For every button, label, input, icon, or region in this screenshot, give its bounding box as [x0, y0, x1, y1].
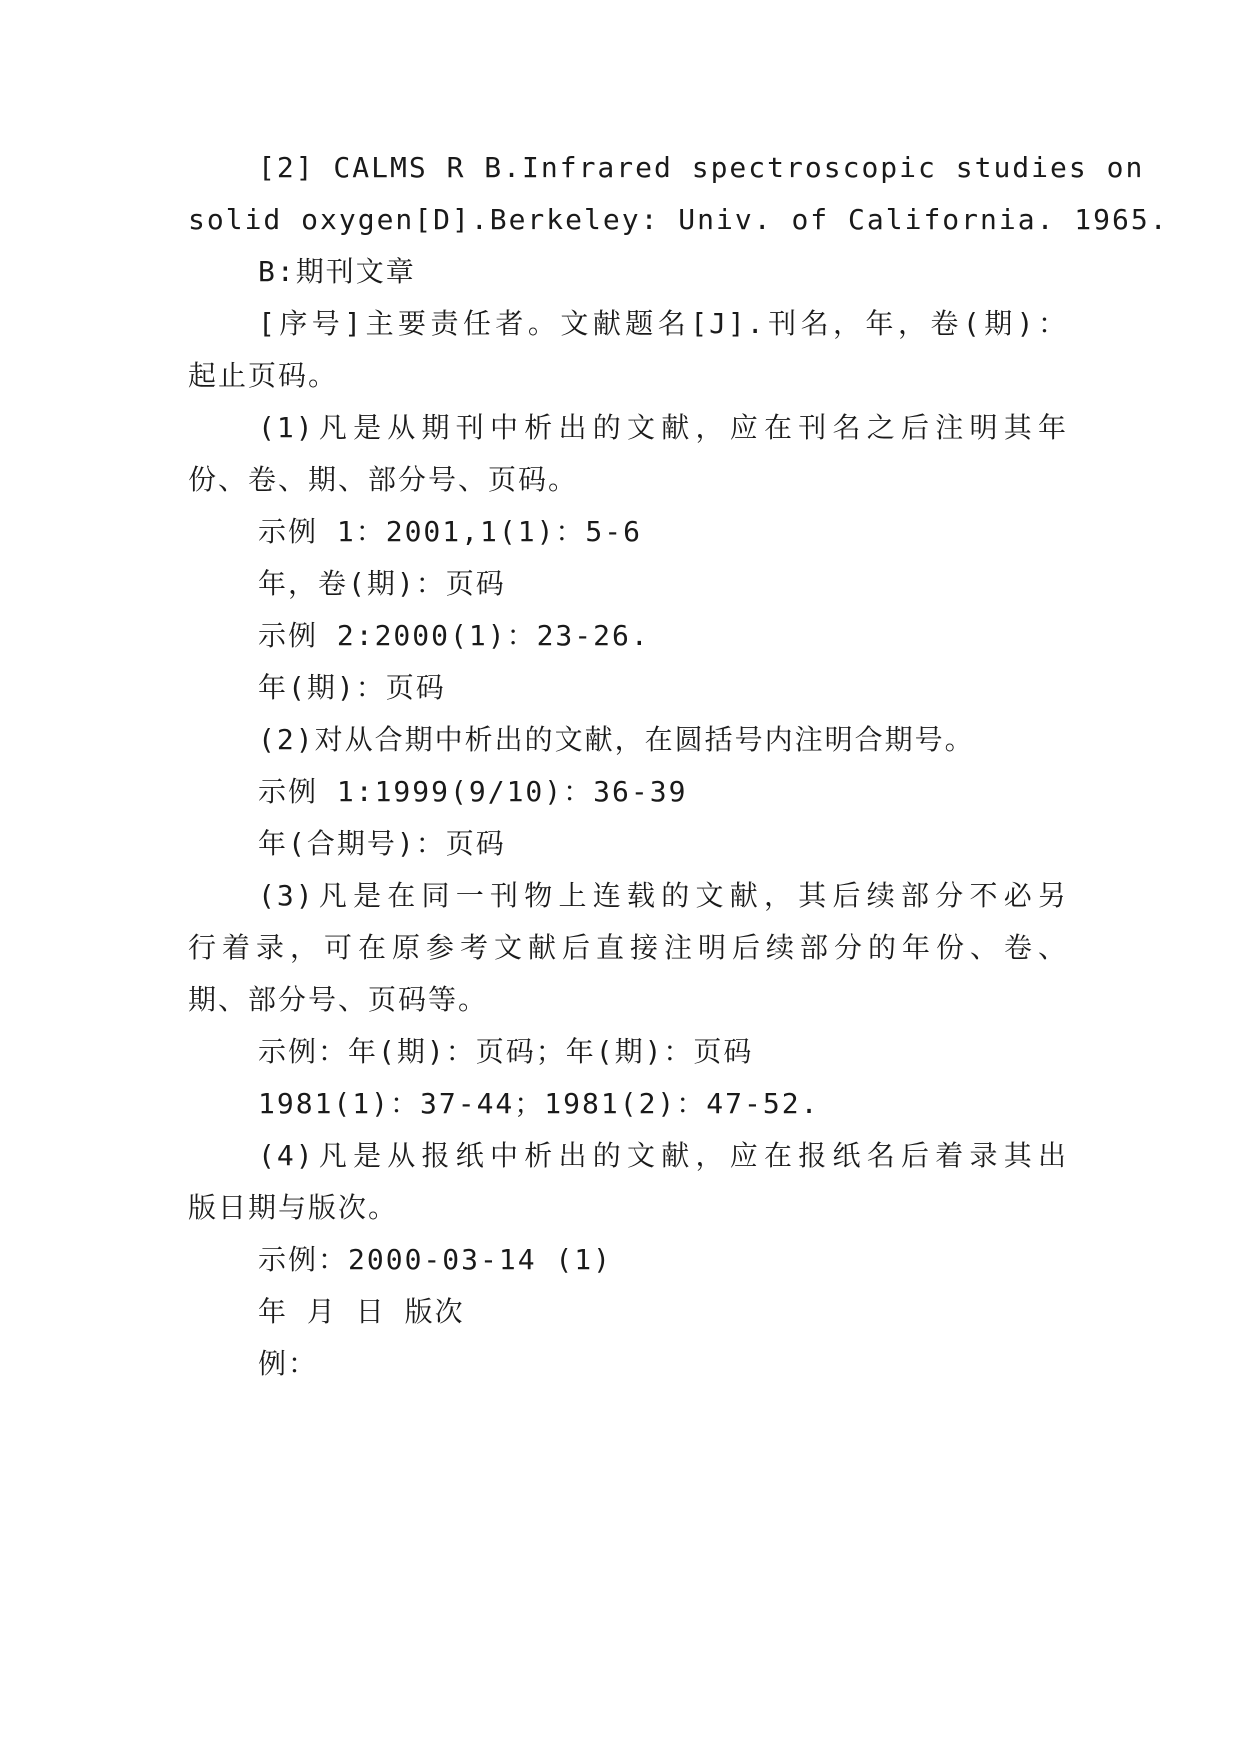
rule-4-line-2: 版日期与版次。: [188, 1191, 399, 1224]
rule-1-line-2: 份、卷、期、部分号、页码。: [188, 463, 579, 496]
example-1-2-legend: 年(期)：页码: [258, 671, 446, 704]
format-template-line-1: [序号]主要责任者。文献题名[J].刊名，年，卷(期)：: [258, 307, 1068, 340]
reference-example-line-2: solid oxygen[D].Berkeley: Univ. of California. 1965.: [188, 203, 1169, 236]
section-heading-journal-articles: B:期刊文章: [258, 255, 416, 288]
example-3-values: 1981(1)：37-44；1981(2)：47-52.: [258, 1087, 820, 1120]
format-template-line-2: 起止页码。: [188, 359, 339, 392]
example-1-2: 示例 2:2000(1)：23-26.: [258, 619, 650, 652]
rule-4-line-1: (4)凡是从报纸中析出的文献，应在报纸名后着录其出: [258, 1139, 1068, 1172]
rule-3-line-1: (3)凡是在同一刊物上连载的文献，其后续部分不必另: [258, 879, 1068, 912]
rule-2: (2)对从合期中析出的文献，在圆括号内注明合期号。: [258, 723, 975, 756]
example-1-1: 示例 1：2001,1(1)：5-6: [258, 515, 643, 548]
example-3-template: 示例：年(期)：页码；年(期)：页码: [258, 1035, 754, 1068]
example-1-1-legend: 年，卷(期)：页码: [258, 567, 506, 600]
rule-1-line-1: (1)凡是从期刊中析出的文献，应在刊名之后注明其年: [258, 411, 1068, 444]
example-2-1: 示例 1:1999(9/10)：36-39: [258, 775, 688, 808]
example-4: 示例：2000-03-14 (1): [258, 1243, 613, 1276]
example-label: 例：: [258, 1347, 319, 1380]
reference-example-line-1: [2] CALMS R B.Infrared spectroscopic studies on: [258, 151, 1145, 184]
example-2-1-legend: 年(合期号)：页码: [258, 827, 506, 860]
example-4-legend: 年 月 日 版次: [258, 1295, 465, 1328]
rule-3-line-2: 行着录，可在原参考文献后直接注明后续部分的年份、卷、: [188, 931, 1068, 964]
rule-3-line-3: 期、部分号、页码等。: [188, 983, 489, 1016]
